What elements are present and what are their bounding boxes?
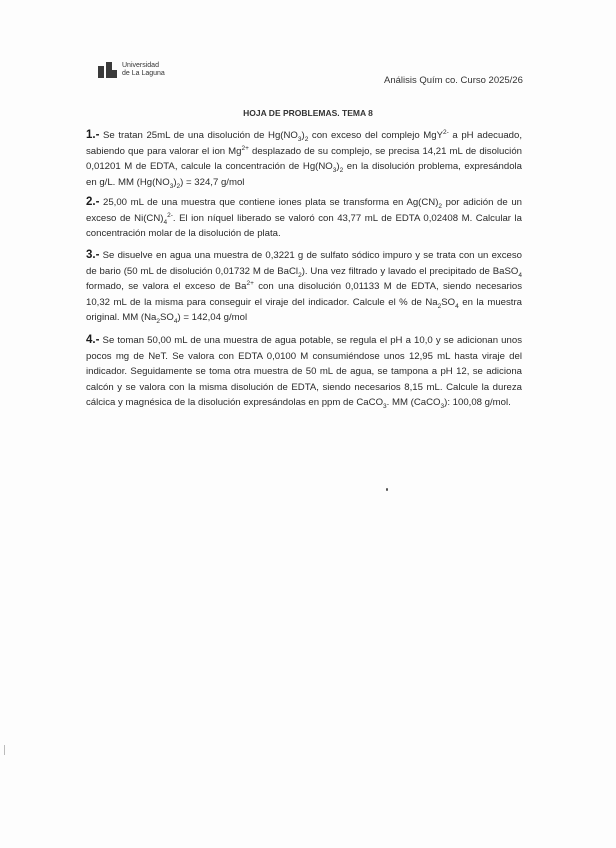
problem-text: en la disolución problema, expresándola en g/L. MM (Hg(NO <box>86 161 522 188</box>
problem-2 <box>86 195 522 242</box>
subscript: 4 <box>163 218 168 226</box>
problem-text: ) = 324,7 g/mol <box>180 176 245 188</box>
problem-4 <box>86 333 522 411</box>
problem-3 <box>86 248 522 326</box>
subscript: 2 <box>339 166 344 174</box>
problem-text: SO <box>441 296 456 308</box>
problem-number: 3.- <box>86 249 100 261</box>
problem-number: 4.- <box>86 334 100 346</box>
subscript: 2 <box>438 202 443 210</box>
subscript: 2 <box>176 182 181 190</box>
logo-mark-icon <box>98 62 118 78</box>
problem-text: con una disolución 0,01133 M de EDTA, siendo necesarios 10,32 mL de la misma para conseguir el viraje del indicador. Calcule el % de Na <box>86 281 523 308</box>
problem-text: ) = 142,04 g/mol <box>177 312 248 323</box>
logo-line-1: Universidad <box>122 62 159 69</box>
subscript: 3 <box>383 402 387 410</box>
problem-text: Se disuelve en agua una muestra de 0,3221 g de sulfato sódico impuro y se trata con un exceso de bario (50 mL de disolución 0,01732 M de BaCl <box>86 250 522 277</box>
problem-text: a pH adecuado, sabiendo que para valorar el ion Mg <box>86 130 522 157</box>
problem-text: SO <box>160 312 174 323</box>
course-header: Análisis Quím co. Curso 2025/26 <box>384 75 523 86</box>
problem-text: ) <box>301 130 305 141</box>
problem-number: 1.- <box>86 129 100 141</box>
problem-text: . MM (CaCO <box>386 397 441 408</box>
problem-text: . El ion níquel liberado se valoró con 43,77 mL de EDTA 0,02408 M. Calcular la concentración molar de la disolución de plata. <box>86 212 522 239</box>
subscript: 3 <box>332 166 337 174</box>
problem-text: con exceso del complejo MgY <box>308 130 444 141</box>
problem-number: 2.- <box>86 196 100 208</box>
subscript: 4 <box>455 302 459 310</box>
subscript: 4 <box>173 317 178 325</box>
subscript: 3 <box>169 182 174 190</box>
problem-text: ) <box>336 161 340 172</box>
problem-text: por adición de un exceso de Ni(CN) <box>86 197 522 224</box>
problem-1 <box>86 128 522 190</box>
subscript: 2 <box>437 302 442 310</box>
problem-text: formado, se valora el exceso de Ba <box>86 281 247 292</box>
subscript: 4 <box>518 271 522 279</box>
problem-text: ): 100,08 g/mol. <box>444 397 511 408</box>
scan-margin-mark <box>4 745 5 755</box>
superscript: 2- <box>443 128 449 136</box>
problem-text: Se tratan 25mL de una disolución de Hg(NO <box>99 130 298 141</box>
problem-text: ). Una vez filtrado y lavado el precipitado de BaSO <box>301 265 519 277</box>
subscript: 3 <box>297 135 302 143</box>
logo-line-2: de La Laguna <box>122 70 165 77</box>
page-title: HOJA DE PROBLEMAS. TEMA 8 <box>243 108 373 118</box>
subscript: 3 <box>440 402 445 410</box>
scan-speck <box>386 488 388 491</box>
subscript: 2 <box>304 135 309 143</box>
subscript: 2 <box>298 271 302 279</box>
superscript: 2- <box>167 211 173 219</box>
superscript: 2+ <box>246 279 254 287</box>
superscript: 2+ <box>241 144 249 152</box>
problem-text: 25,00 mL de una muestra que contiene iones plata se transforma en Ag(CN) <box>99 197 439 208</box>
subscript: 2 <box>156 317 160 325</box>
problem-text: desplazado de su complejo, se precisa 14,21 mL de disolución 0,01201 M de EDTA, calcule la concentración de Hg(NO <box>86 145 522 172</box>
problem-text: ) <box>173 176 177 188</box>
problem-text: en la muestra original. MM (Na <box>86 296 522 323</box>
university-logo <box>98 62 165 78</box>
logo-text <box>122 62 165 78</box>
problem-text: Se toman 50,00 mL de una muestra de agua potable, se regula el pH a 10,0 y se adicionan unos pocos mg de NeT. Se valora con EDTA 0,0100 M consumiéndose unos 12,95 mL hasta viraje del indicador. Seguidamente se toma otra muestra de 50 mL de agua, se tampona a pH 12, se adiciona calcón y se valora con la misma disolución de EDTA, siendo necesarios 8,15 mL. Calcule la dureza cálcica y magnésica de la disolución expresándolas en ppm de CaCO <box>86 335 522 408</box>
